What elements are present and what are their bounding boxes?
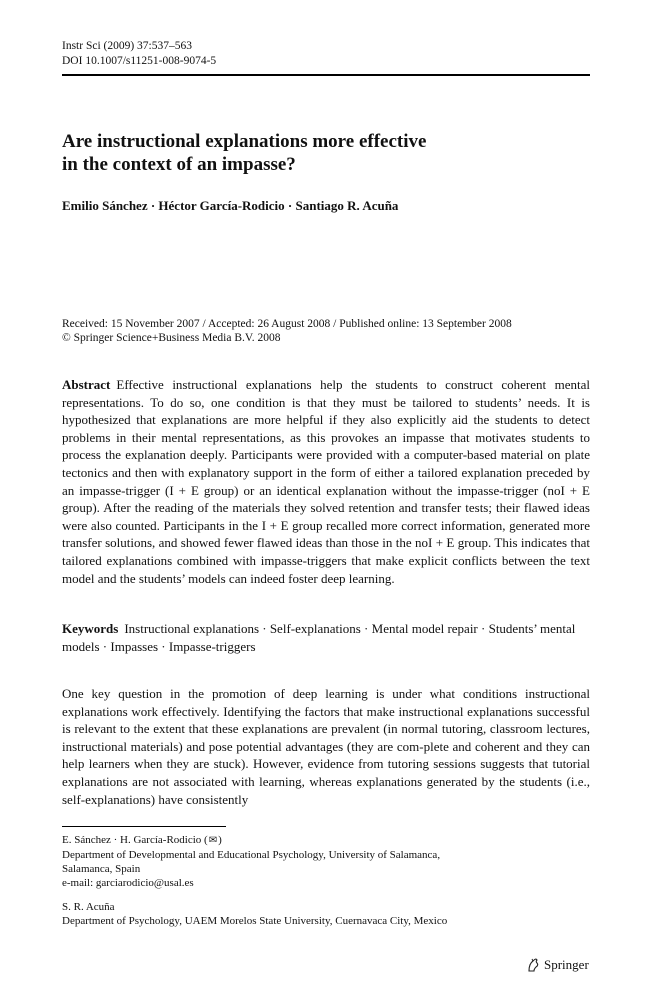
affiliation-2: [62, 900, 590, 928]
author-affiliations: [62, 833, 590, 938]
title-line-1: Are instructional explanations more effective: [62, 131, 427, 152]
springer-horse-icon: [526, 957, 540, 973]
affiliation-2-names: S. R. Acuña: [62, 901, 115, 913]
author-list: Emilio Sánchez · Héctor García-Rodicio · Santiago R. Acuña: [62, 198, 399, 213]
publication-history: [62, 317, 512, 345]
springer-footer: [526, 957, 589, 973]
title-line-2: in the context of an impasse?: [62, 154, 296, 175]
abstract-text: Effective instructional explanations help the students to construct coherent mental representations. To do so, one condition is that they must be tailored to students’ needs. It is hypothesized that explanations are more helpful if they also explicitly aid the students to detect problems in their mental representations, as this provokes an impasse that motivates students to process the explanation deeply. Participants were provided with a computer-based material on plate tectonics and then with explanatory support in the form of either a tailored explanation preceded by an impasse-trigger (I + E group) or an identical explanation without the impasse-trigger (noI + E group). After the reading of the materials they solved retention and transfer tests; their flawed ideas were also counted. Participants in the I + E group recalled more correct information, generated more transfer solutions, and showed fewer flawed ideas than those in the noI + E group. This indicates that tailored explanations combined with impasse-triggers that make explicit conflicts between the text model and the students’ models can indeed foster deep learning.: [62, 377, 590, 586]
springer-label: Springer: [544, 957, 589, 972]
dates-line: Received: 15 November 2007 / Accepted: 26 August 2008 / Published online: 13 September 2008: [62, 318, 512, 330]
journal-header: [62, 39, 216, 69]
header-rule: [62, 74, 590, 76]
keywords-text: Instructional explanations · Self-explanations · Mental model repair · Students’ mental models · Impasses · Impasse-triggers: [62, 621, 576, 654]
affiliation-1: E. Sánchez · H. García-Rodicio (✉) Department of Developmental and Educational Psychology, University of Salamanca, Salamanca, Spain e-mail: garciarodicio@usal.es: [62, 833, 590, 890]
corresponding-email[interactable]: e-mail: garciarodicio@usal.es: [62, 877, 194, 889]
footnote-rule: [62, 826, 226, 827]
affiliation-2-dept: Department of Psychology, UAEM Morelos State University, Cuernavaca City, Mexico: [62, 915, 448, 927]
copyright-line: © Springer Science+Business Media B.V. 2008: [62, 332, 281, 344]
abstract-label: Abstract: [62, 377, 111, 392]
abstract: [62, 376, 590, 587]
affiliation-1-city: Salamanca, Spain: [62, 863, 141, 875]
envelope-icon: ✉: [208, 835, 218, 846]
affiliation-1-names: E. Sánchez · H. García-Rodicio: [62, 834, 202, 846]
paper-title: [62, 130, 590, 176]
journal-citation: Instr Sci (2009) 37:537–563: [62, 40, 193, 52]
keywords: [62, 620, 590, 655]
keywords-label: Keywords: [62, 621, 119, 636]
affiliation-1-dept: Department of Developmental and Educational Psychology, University of Salamanca,: [62, 849, 441, 861]
body-paragraph: One key question in the promotion of deep learning is under what conditions instructional explanations work effectively. Identifying the factors that make instructional explanations successful is relevant to the extent that these explanations are prevalent (in normal tutoring, classroom lectures, instructional materials) and pose potential advantages (they are com-plete and coherent and they can help learners when they are stuck). However, evidence from tutoring sessions suggests that tutorial explanations are not associated with learning, whereas explanations generated by the students (i.e., self-explanations) have consistently: [62, 686, 590, 807]
doi: DOI 10.1007/s11251-008-9074-5: [62, 55, 217, 67]
